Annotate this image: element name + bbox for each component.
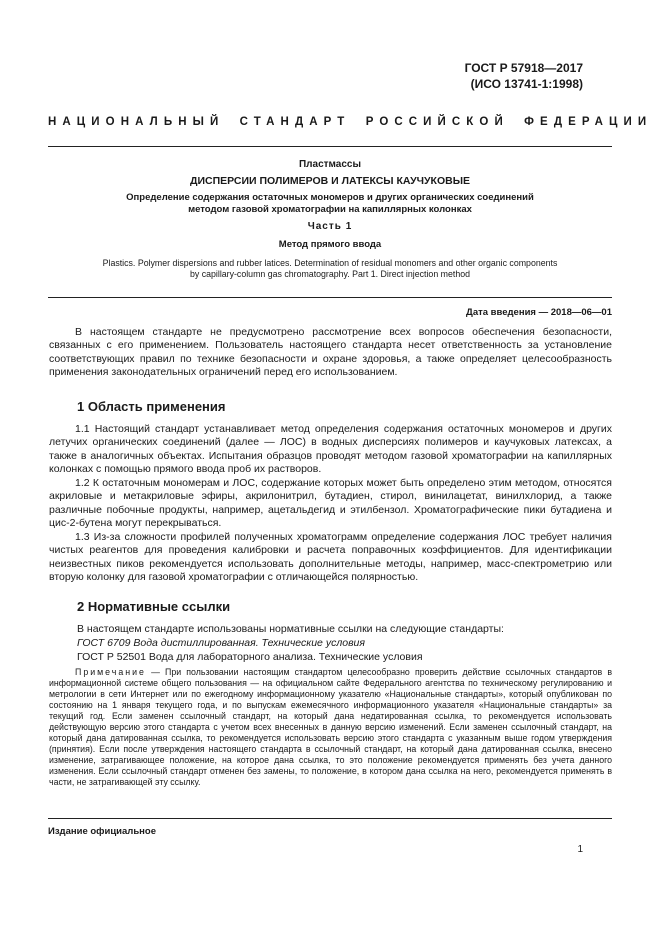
references-note (49, 667, 612, 788)
header-divider (48, 146, 612, 147)
title-subtitle-line-2: методом газовой хроматографии на капиллярных колонках (188, 204, 472, 215)
section-1-3-paragraph: 1.3 Из-за сложности профилей полученных хроматограмм определение содержания ЛОС требует наличия чистых реагентов для проведения калибровки и расчета поправочных коэффициентов. Для идентификации неизвестных пиков рекомендуется использовать дополнительные методы, например, масс-спектрометрию или вторую колонку для газовой хроматографии с отличающейся полярностью. (49, 531, 612, 584)
introduction-date: Дата введения — 2018—06—01 (466, 307, 612, 318)
title-subtitle (48, 192, 612, 216)
national-standard-title: НАЦИОНАЛЬНЫЙ СТАНДАРТ РОССИЙСКОЙ ФЕДЕРАЦИИ (48, 116, 653, 128)
section-1-2-paragraph: 1.2 К остаточным мономерам и ЛОС, содержание которых может быть определено этим методом, относятся акриловые и метакриловые эфиры, акрилонитрил, бутадиен, стирол, винилацетат, винилхлорид, а также различные побочные продукты, например, ацетальдегид и этилбензол. Хроматографические пики бутадиена и цис-2-бутена могут перекрываться. (49, 477, 612, 530)
note-text: — При пользовании настоящим стандартом целесообразно проверить действие ссылочных стандартов в информационной системе общего пользования — на официальном сайте Федерального агентства по техническому регулированию и метрологии в сети Интернет или по ежегодному информационному указателю «Национальные стандарты», который опубликован по состоянию на 1 января текущего года, и по выпускам ежемесячного информационного указателя «Национальные стандарты» за текущий год. Если заменен ссылочный стандарт, на который дана недатированная ссылка, то рекомендуется использовать действующую версию этого стандарта с учетом всех внесенных в данную версию изменений. Если заменен ссылочный стандарт, на который дана датированная ссылка, то рекомендуется использовать версию этого стандарта с указанным выше годом утверждения (принятия). Если после утверждения настоящего стандарта в ссылочный стандарт, на который дана датированная ссылка, внесено изменение, затрагивающее положение, на которое дана ссылка, то это положение рекомендуется применять без учета данного изменения. Если ссылочный стандарт отменен без замены, то положение, в котором дана ссылка на него, рекомендуется применять в части, не затрагивающей эту ссылку. (49, 667, 612, 787)
title-subtitle-line-1: Определение содержания остаточных мономеров и других органических соединений (126, 192, 534, 203)
title-method: Метод прямого ввода (278, 239, 382, 250)
title-group: Пластмассы (298, 159, 362, 170)
official-edition-label: Издание официальное (48, 826, 156, 837)
reference-gost-6709: ГОСТ 6709 Вода дистиллированная. Технические условия (77, 637, 366, 649)
references-lead: В настоящем стандарте использованы нормативные ссылки на следующие стандарты: (77, 623, 504, 635)
title-english (48, 258, 612, 280)
title-divider (48, 297, 612, 298)
title-main: ДИСПЕРСИИ ПОЛИМЕРОВ И ЛАТЕКСЫ КАУЧУКОВЫЕ (190, 175, 470, 187)
note-label: Примечание (75, 667, 146, 677)
gost-code-block (465, 60, 583, 92)
section-1-1-paragraph: 1.1 Настоящий стандарт устанавливает метод определения содержания остаточных мономеров и других летучих органических соединений (далее — ЛОС) в водных дисперсиях полимеров и каучуковых латексах, а также в аналогичных объектах. Испытания образцов проводят методом газовой хроматографии на капиллярных колонках с помощью прямого ввода проб их растворов. (49, 423, 612, 476)
reference-gost-r-52501: ГОСТ Р 52501 Вода для лабораторного анализа. Технические условия (77, 651, 423, 663)
page-number: 1 (577, 844, 583, 855)
footer-divider (48, 818, 612, 819)
foreword-paragraph: В настоящем стандарте не предусмотрено рассмотрение всех вопросов обеспечения безопасности, связанных с его применением. Пользователь настоящего стандарта несет ответственность за установление соответствующих правил по технике безопасности и охране здоровья, а также определяет целесообразность применения законодательных ограничений перед его использованием. (49, 326, 612, 379)
iso-number: (ИСО 13741-1:1998) (470, 77, 583, 91)
gost-number: ГОСТ Р 57918—2017 (464, 61, 583, 75)
title-part: Часть 1 (307, 221, 353, 232)
title-english-line-2: by capillary-column gas chromatography. Part 1. Direct injection method (190, 269, 470, 279)
section-1-heading: 1 Область применения (77, 399, 226, 414)
section-2-heading: 2 Нормативные ссылки (77, 599, 231, 614)
title-english-line-1: Plastics. Polymer dispersions and rubber latices. Determination of residual monomers and other organic components (102, 258, 558, 268)
